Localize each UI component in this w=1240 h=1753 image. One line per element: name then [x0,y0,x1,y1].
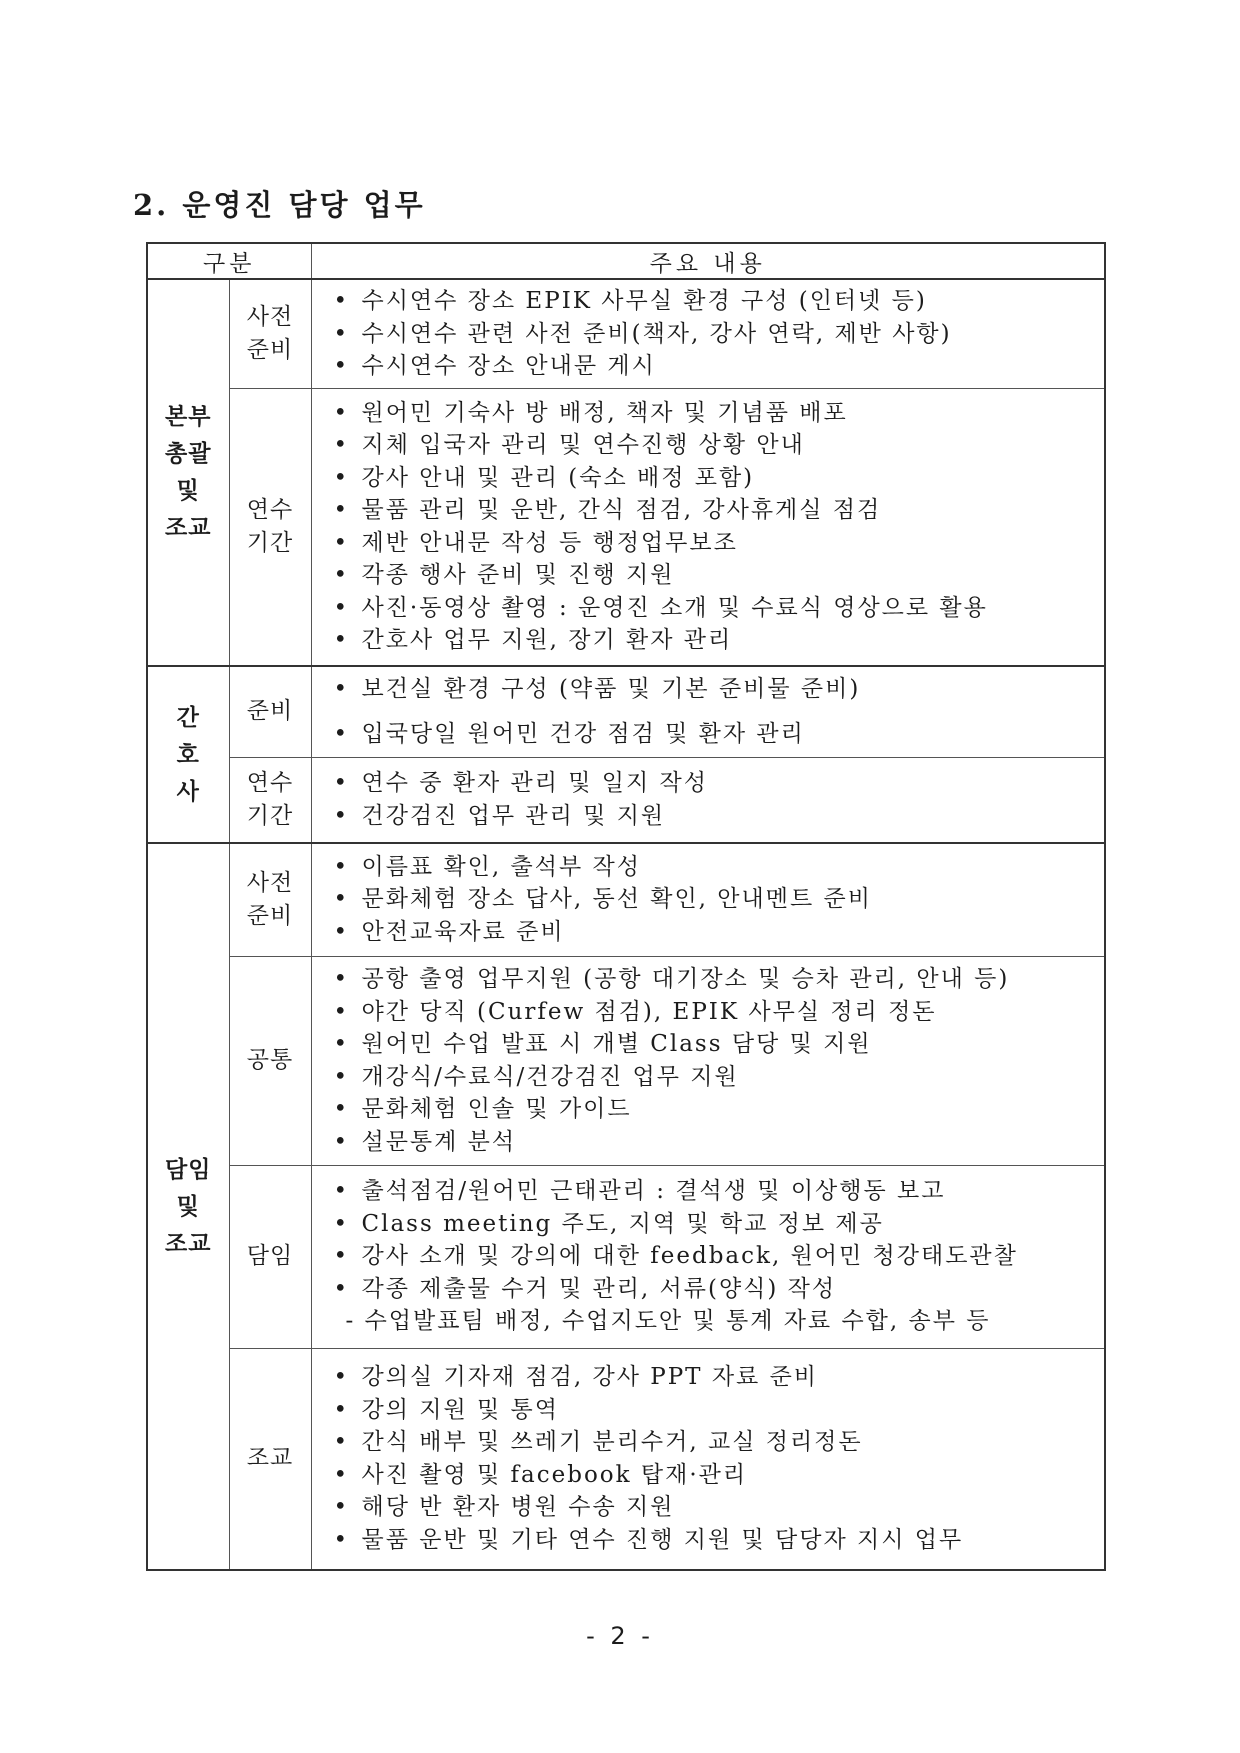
list-item: • 원어민 기숙사 방 배정, 책자 및 기념품 배포 [332,397,1095,430]
table-row [147,279,1105,388]
group-label-homeroom: 담임 및 조교 [147,843,229,1570]
list-item: • 입국당일 원어민 건강 점검 및 환자 관리 [332,718,1095,751]
phase-label: 공통 [229,956,311,1165]
table-row [147,1165,1105,1348]
list-item: • 사진·동영상 촬영 : 운영진 소개 및 수료식 영상으로 활용 [332,592,1095,625]
list-item: • 수시연수 장소 안내문 게시 [332,350,1095,383]
list-item: • 공항 출영 업무지원 (공항 대기장소 및 승차 관리, 안내 등) [332,963,1095,996]
header-category: 구분 [147,243,311,279]
phase-label: 연수 기간 [229,757,311,843]
table-row [147,666,1105,758]
list-item: • 수시연수 관련 사전 준비(책자, 강사 연락, 제반 사항) [332,318,1095,351]
phase-label: 연수 기간 [229,388,311,666]
group-label-hq: 본부 총괄 및 조교 [147,279,229,666]
phase-content [311,666,1105,758]
phase-content [311,956,1105,1165]
table-row [147,1348,1105,1570]
table-header-row [147,243,1105,279]
phase-content [311,757,1105,843]
list-item: • 연수 중 환자 관리 및 일지 작성 [332,767,1095,800]
phase-content [311,1165,1105,1348]
sub-list-item: - 수업발표팀 배정, 수업지도안 및 통계 자료 수합, 송부 등 [345,1308,991,1335]
duty-table [146,242,1106,1571]
table-row [147,843,1105,957]
list-item: • 개강식/수료식/건강검진 업무 지원 [332,1061,1095,1094]
list-item: • 이름표 확인, 출석부 작성 [332,851,1095,884]
list-item: • 강의 지원 및 통역 [332,1394,1095,1427]
group-label-nurse: 간 호 사 [147,666,229,843]
phase-label: 담임 [229,1165,311,1348]
phase-content [311,843,1105,957]
list-item: • 제반 안내문 작성 등 행정업무보조 [332,527,1095,560]
page-number: - 2 - [586,1622,654,1650]
phase-content [311,388,1105,666]
list-item: • 지체 입국자 관리 및 연수진행 상황 안내 [332,429,1095,462]
list-item: • 안전교육자료 준비 [332,916,1095,949]
phase-content [311,279,1105,388]
list-item: • 수시연수 장소 EPIK 사무실 환경 구성 (인터넷 등) [332,285,1095,318]
list-item: • 문화체험 인솔 및 가이드 [332,1093,1095,1126]
phase-label: 사전 준비 [229,279,311,388]
table-row [147,956,1105,1165]
list-item: • 간식 배부 및 쓰레기 분리수거, 교실 정리정돈 [332,1426,1095,1459]
list-item: • 물품 운반 및 기타 연수 진행 지원 및 담당자 지시 업무 [332,1524,1095,1557]
phase-content [311,1348,1105,1570]
header-content: 주요 내용 [311,243,1105,279]
list-item: • 보건실 환경 구성 (약품 및 기본 준비물 준비) [332,673,1095,706]
list-item: • 건강검진 업무 관리 및 지원 [332,800,1095,833]
table-row [147,757,1105,843]
phase-label: 조교 [229,1348,311,1570]
list-item: • 문화체험 장소 답사, 동선 확인, 안내멘트 준비 [332,883,1095,916]
list-item: • 강사 안내 및 관리 (숙소 배정 포함) [332,462,1095,495]
page-heading: 2. 운영진 담당 업무 [133,188,426,222]
list-item: • 원어민 수업 발표 시 개별 Class 담당 및 지원 [332,1028,1095,1061]
list-item: • 간호사 업무 지원, 장기 환자 관리 [332,624,1095,657]
list-item: • 물품 관리 및 운반, 간식 점검, 강사휴게실 점검 [332,494,1095,527]
list-item: • 각종 행사 준비 및 진행 지원 [332,559,1095,592]
list-item: • 출석점검/원어민 근태관리 : 결석생 및 이상행동 보고 [332,1175,1095,1208]
phase-label: 준비 [229,666,311,758]
list-item: • 해당 반 환자 병원 수송 지원 [332,1491,1095,1524]
list-item: • 설문통계 분석 [332,1126,1095,1159]
list-item: • 강사 소개 및 강의에 대한 feedback, 원어민 청강태도관찰 [332,1240,1095,1273]
phase-label: 사전 준비 [229,843,311,957]
list-item: • 사진 촬영 및 facebook 탑재·관리 [332,1459,1095,1492]
table-row [147,388,1105,666]
list-item: • 강의실 기자재 점검, 강사 PPT 자료 준비 [332,1361,1095,1394]
list-item: • 각종 제출물 수거 및 관리, 서류(양식) 작성 [332,1273,1095,1306]
list-item: • 야간 당직 (Curfew 점검), EPIK 사무실 정리 정돈 [332,996,1095,1029]
list-item: • Class meeting 주도, 지역 및 학교 정보 제공 [332,1208,1095,1241]
